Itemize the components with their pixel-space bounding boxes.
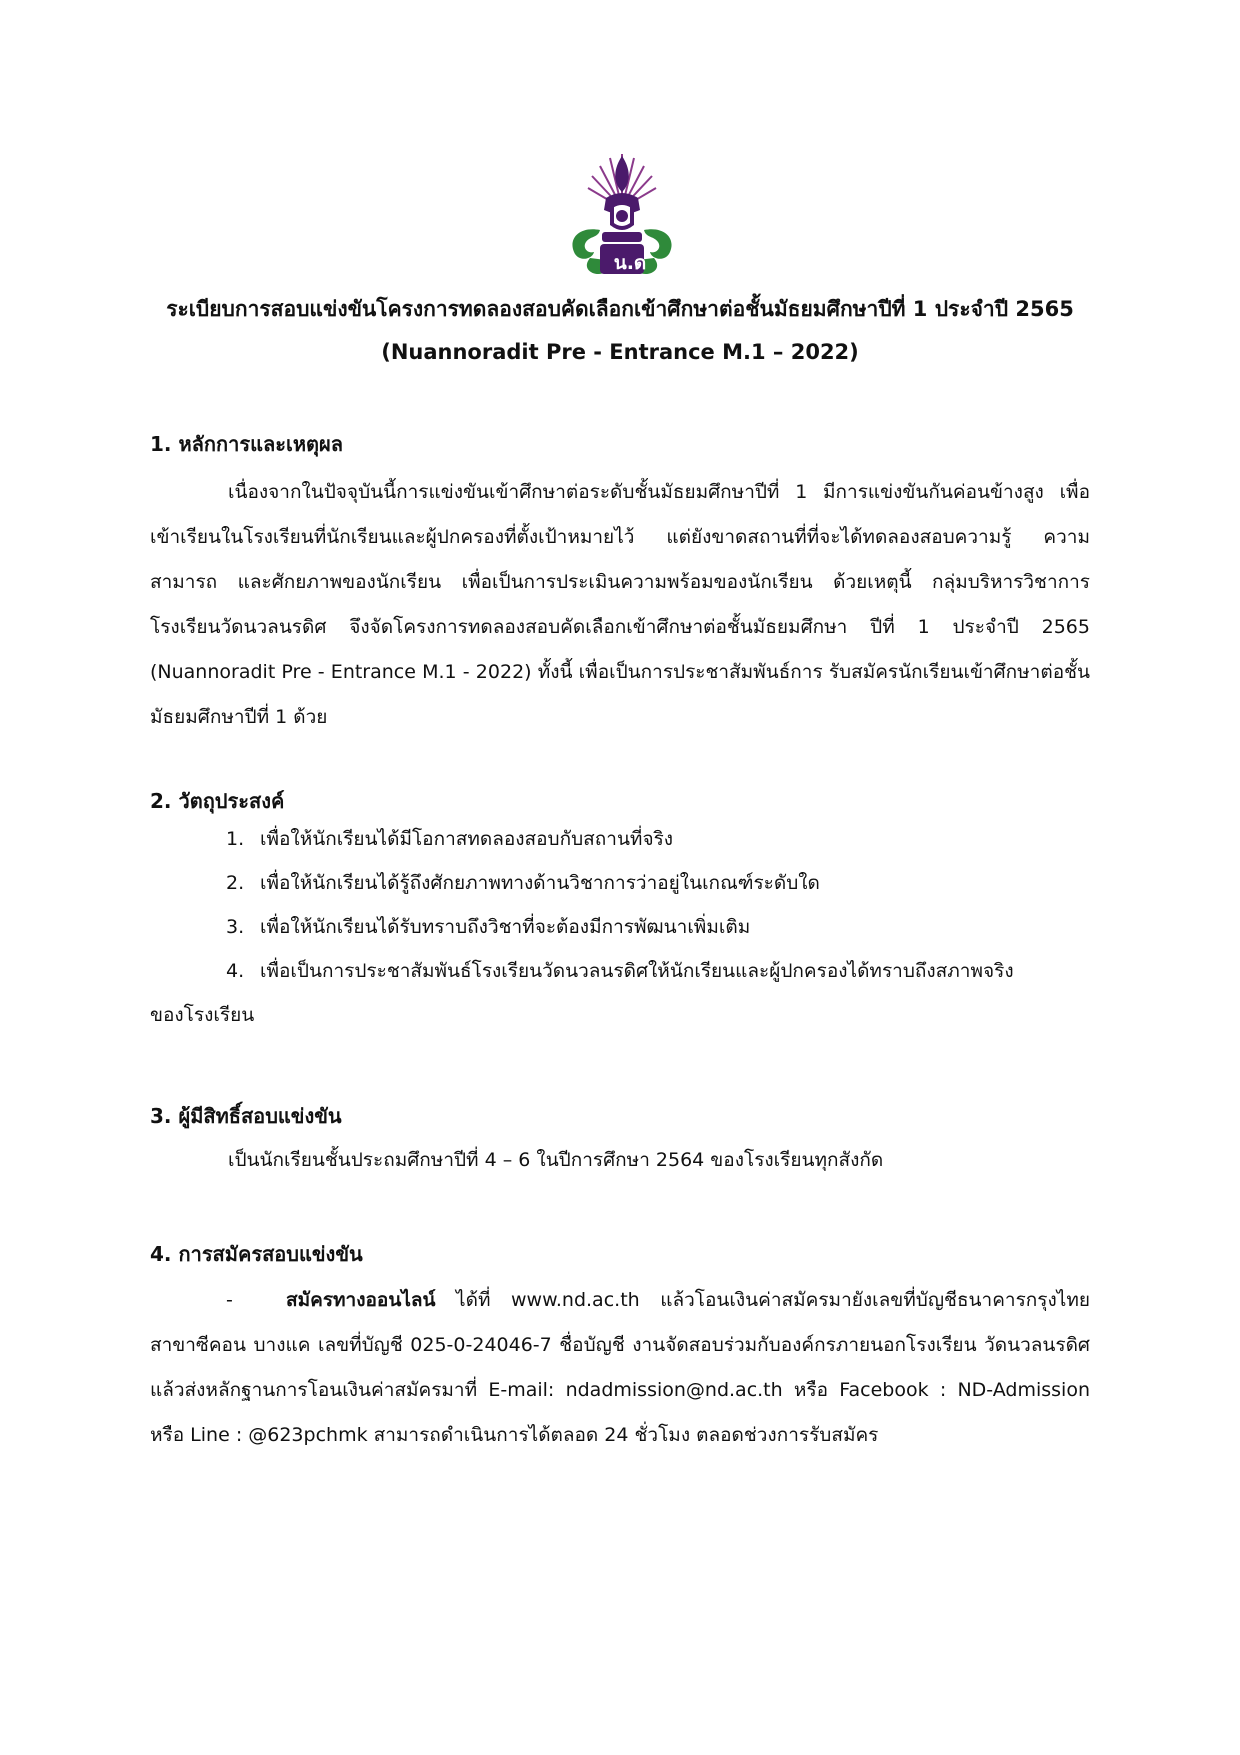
objective-item: 2. เพื่อให้นักเรียนได้รู้ถึงศักยภาพทางด้านวิชาการว่าอยู่ในเกณฑ์ระดับใด: [226, 872, 820, 894]
section-3-body: เป็นนักเรียนชั้นประถมศึกษาปีที่ 4 – 6 ในปีการศึกษา 2564 ของโรงเรียนทุกสังกัด: [228, 1149, 884, 1171]
objective-item: 3. เพื่อให้นักเรียนได้รับทราบถึงวิชาที่จะต้องมีการพัฒนาเพิ่มเติม: [226, 916, 751, 938]
school-logo: [560, 148, 684, 284]
online-apply-details: ได้ที่ www.nd.ac.th แล้วโอนเงินค่าสมัครมายังเลขที่บัญชีธนาคารกรุงไทย สาขาซีคอน บางแค เลขที่บัญชี 025-0-24046-7 ชื่อบัญชี งานจัดสอบร่วมกับองค์กรภายนอกโรงเรียน วัดนวลนรดิศ แล้วส่งหลักฐานการโอนเงินค่าสมัครมาที่ E-mail: ndadmission@nd.ac.th หรือ Facebook : ND-Admission หรือ Line : @623pchmk สามารถดำเนินการได้ตลอด 24 ชั่วโมง ตลอดช่วงการรับสมัคร: [150, 1289, 1090, 1446]
objective-item: 1. เพื่อให้นักเรียนได้มีโอกาสทดลองสอบกับสถานที่จริง: [226, 828, 674, 850]
section-1-body: เนื่องจากในปัจจุบันนี้การแข่งขันเข้าศึกษาต่อระดับชั้นมัธยมศึกษาปีที่ 1 มีการแข่งขันกันค่อนข้างสูง เพื่อเข้าเรียนในโรงเรียนที่นักเรียนและผู้ปกครองที่ตั้งเป้าหมายไว้ แต่ยังขาดสถานที่ที่จะได้ทดลองสอบความรู้ ความสามารถ และศักยภาพของนักเรียน เพื่อเป็นการประเมินความพร้อมของนักเรียน ด้วยเหตุนี้ กลุ่มบริหารวิชาการ โรงเรียนวัดนวลนรดิศ จึงจัดโครงการทดลองสอบคัดเลือกเข้าศึกษาต่อชั้นมัธยมศึกษา ปีที่ 1 ประจำปี 2565 (Nuannoradit Pre - Entrance M.1 - 2022) ทั้งนี้ เพื่อเป็นการประชาสัมพันธ์การ รับสมัครนักเรียนเข้าศึกษาต่อชั้นมัธยมศึกษาปีที่ 1 ด้วย: [150, 481, 1090, 728]
section-2-heading: 2. วัตถุประสงค์: [150, 789, 285, 813]
section-4-heading: 4. การสมัครสอบแข่งขัน: [150, 1242, 363, 1266]
objectives-list: [150, 817, 1090, 1037]
objective-item-continuation: ของโรงเรียน: [150, 1004, 255, 1026]
logo-text: น.ด: [613, 252, 647, 274]
objective-item: 4. เพื่อเป็นการประชาสัมพันธ์โรงเรียนวัดนวลนรดิศให้นักเรียนและผู้ปกครองได้ทราบถึงสภาพจริง: [226, 960, 1014, 982]
section-3-heading: 3. ผู้มีสิทธิ์สอบแข่งขัน: [150, 1104, 342, 1128]
section-1-heading: 1. หลักการและเหตุผล: [150, 432, 343, 456]
document-subtitle: (Nuannoradit Pre - Entrance M.1 – 2022): [381, 340, 859, 364]
document-title: ระเบียบการสอบแข่งขันโครงการทดลองสอบคัดเลือกเข้าศึกษาต่อชั้นมัธยมศึกษาปีที่ 1 ประจำปี 2565: [166, 297, 1074, 321]
bullet-dash: -: [226, 1289, 233, 1311]
section-4-body: [150, 1278, 1090, 1458]
online-apply-label: สมัครทางออนไลน์: [286, 1289, 436, 1311]
